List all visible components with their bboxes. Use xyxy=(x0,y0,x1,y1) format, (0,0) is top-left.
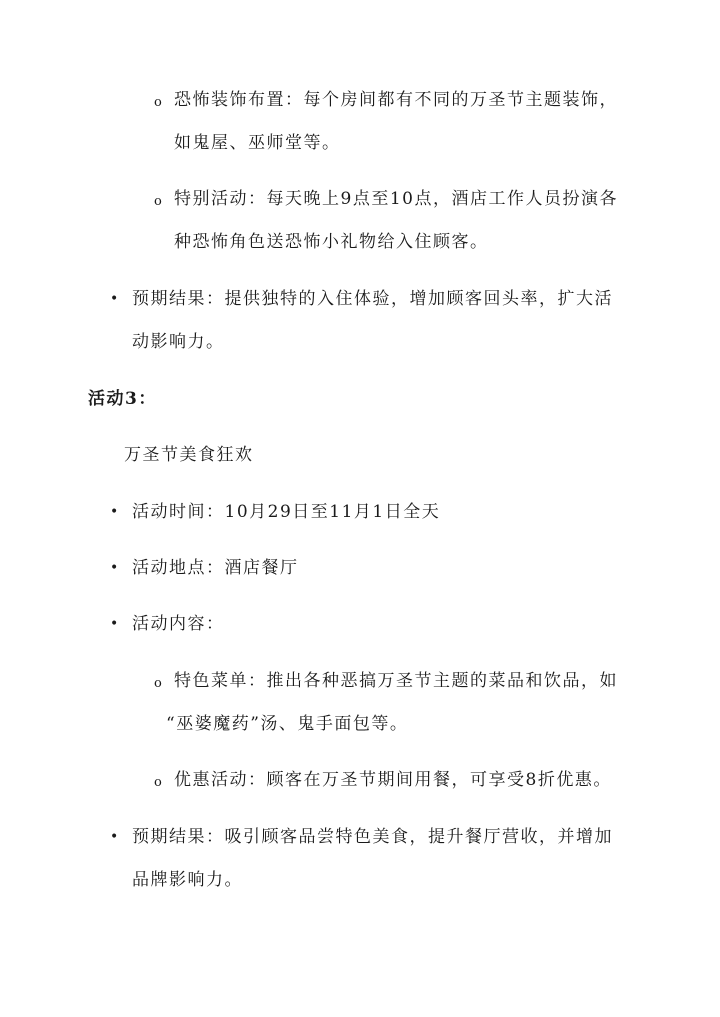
list-item-continuation: 动影响力。 xyxy=(132,332,225,352)
list-item: • 预期结果：提供独特的入住体验，增加顾客回头率，扩大活 xyxy=(132,287,613,311)
list-item: • 活动内容： xyxy=(132,612,225,636)
list-item: • 活动时间：10月29日至11月1日全天 xyxy=(132,500,440,524)
list-item: • 预期结果：吸引顾客品尝特色美食，提升餐厅营收，并增加 xyxy=(132,825,613,849)
list-item: • 活动地点：酒店餐厅 xyxy=(132,556,299,580)
activity-title: 万圣节美食狂欢 xyxy=(124,445,254,465)
sub-list-item: o 恐怖装饰布置：每个房间都有不同的万圣节主题装饰， xyxy=(174,88,618,112)
section-heading: 活动3： xyxy=(88,389,157,409)
list-item-continuation: 品牌影响力。 xyxy=(132,870,243,890)
sub-list-item: o 特别活动：每天晚上9点至10点，酒店工作人员扮演各 xyxy=(174,187,618,211)
sub-list-item-continuation: “巫婆魔药”汤、鬼手面包等。 xyxy=(166,714,409,734)
sub-list-item: o 特色菜单：推出各种恶搞万圣节主题的菜品和饮品，如 xyxy=(174,669,618,693)
sub-list-item: o 优惠活动：顾客在万圣节期间用餐，可享受8折优惠。 xyxy=(174,768,612,792)
sub-list-item-continuation: 如鬼屋、巫师堂等。 xyxy=(174,133,341,153)
sub-list-item-continuation: 种恐怖角色送恐怖小礼物给入住顾客。 xyxy=(174,232,489,252)
